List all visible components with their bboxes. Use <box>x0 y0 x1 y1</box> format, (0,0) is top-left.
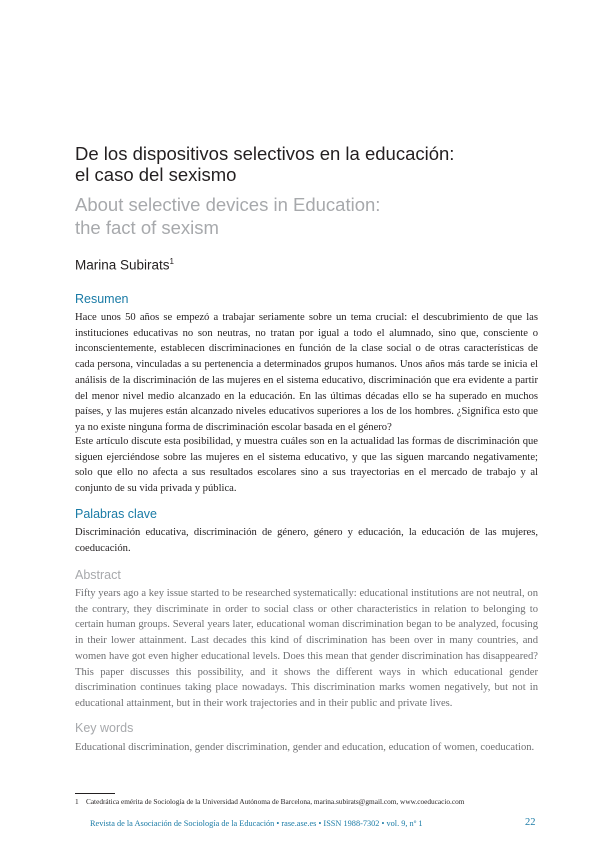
author-name-text: Marina Subirats <box>75 257 170 273</box>
palabras-clave-heading: Palabras clave <box>75 507 157 521</box>
palabras-clave-text: Discriminación educativa, discriminación de género, género y educación, la educación de las mujeres, coeducación. <box>75 527 538 554</box>
journal-footer: Revista de la Asociación de Sociología de la Educación • rase.ase.es • ISSN 1988-7302 • vol. 9, nº 1 <box>90 819 423 828</box>
key-words-heading: Key words <box>75 721 134 735</box>
resumen-paragraph-2: Este artículo discute esta posibilidad, y muestra cuáles son en la actualidad las formas de discriminación que siguen ejerciéndose sobre las mujeres en el sistema educativo, y que las siguen marcando negativamente; solo que ello no afecta a sus resultados escolares sino a sus trayectorias en el mercado de trabajo y al conjunto de su vida privada y pública. <box>75 436 538 495</box>
footnote <box>75 797 464 806</box>
resumen-paragraph-1: Hace unos 50 años se empezó a trabajar seriamente sobre un tema crucial: el descubrimiento de que las instituciones educativas no son neutras, no tratan por igual a todo el alumnado, sino que, consciente o inconscientemente, establecen discriminaciones en función de la clase social o de otras características de cada persona, vinculadas a su pertenencia a determinados grupos humanos. Unos años más tarde se inicia el análisis de la discriminación de las mujeres en el sistema educativo, discriminación que era evidente a partir del menor nivel medio alcanzado en la educación. En las últimas décadas ello se ha superado en muchos países, y las mujeres están alcanzado niveles educativos superiores a los de los hombres. ¿Significa esto que ya no existe ninguna forma de discriminación escolar basada en el género? <box>75 312 538 433</box>
footnote-divider <box>75 793 115 794</box>
title-spanish-line-2: el caso del sexismo <box>75 164 237 185</box>
abstract-text: Fifty years ago a key issue started to be researched systematically: educational institutions are not neutral, on the contrary, they discriminate in order to social class or other characteristics in relation to belonging to certain human groups. Several years later, educational woman discrimination began to be analyzed, focusing in their lower attainment. Last decades this kind of discrimination has been over in many countries, and women have got even higher educational levels. Does this mean that gender discrimination has disappeared? This paper discusses this possibility, and it shows the different ways in which educational gender discrimination continues taking place nowadays. This discrimination marks women negatively, but not in educational attainment, but in their work trajectories and in their public and private lives. <box>75 588 538 709</box>
title-spanish-line-1: De los dispositivos selectivos en la educación: <box>75 143 455 164</box>
footnote-number: 1 <box>75 797 79 806</box>
title-english-line-2: the fact of sexism <box>75 217 219 238</box>
author-name <box>75 257 174 273</box>
resumen-heading: Resumen <box>75 292 129 306</box>
page-number: 22 <box>525 817 536 828</box>
title-spanish <box>75 143 545 185</box>
title-english-line-1: About selective devices in Education: <box>75 194 381 215</box>
abstract-heading: Abstract <box>75 568 121 582</box>
key-words-text: Educational discrimination, gender discrimination, gender and education, education of women, coeducation. <box>75 742 535 753</box>
author-footnote-marker: 1 <box>169 257 174 266</box>
title-english <box>75 193 545 239</box>
footnote-text: Catedrática emérita de Sociología de la Universidad Autónoma de Barcelona, marina.subirats@gmail.com, www.coeducacio.com <box>85 797 465 806</box>
